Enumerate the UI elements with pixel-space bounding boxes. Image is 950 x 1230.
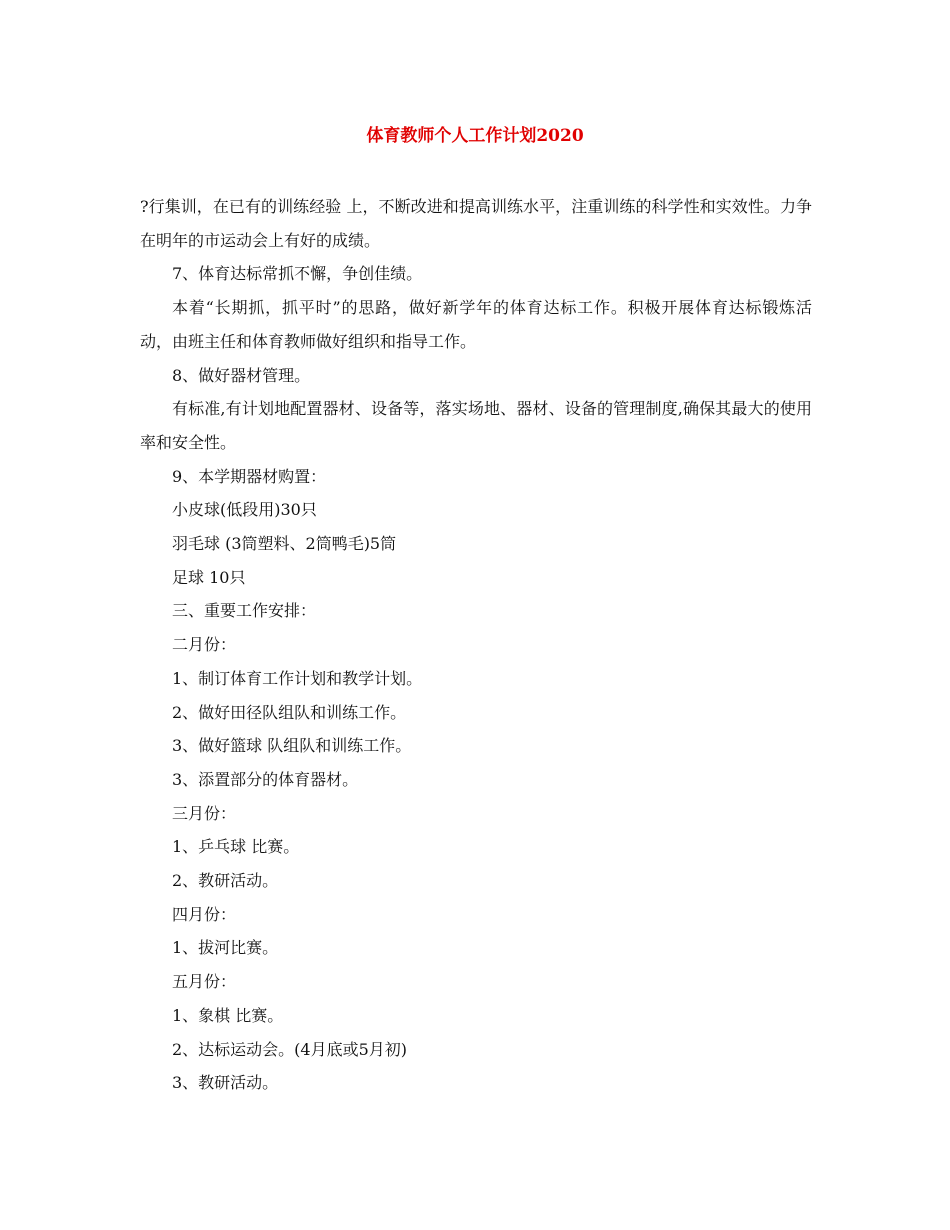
- paragraph: 四月份：: [172, 904, 237, 924]
- paragraph: 1、象棋 比赛。: [172, 1005, 284, 1025]
- paragraph: 3、教研活动。: [172, 1073, 279, 1093]
- paragraph: 9、本学期器材购置：: [172, 466, 327, 486]
- paragraph: ?行集训，在已有的训练经验 上，不断改进和提高训练水平，注重训练的科学性和实效性。力争在明年的市运动会上有好的成绩。: [140, 197, 812, 250]
- paragraph: 7、体育达标常抓不懈，争创佳绩。: [172, 264, 423, 284]
- paragraph: 8、做好器材管理。: [172, 365, 311, 385]
- paragraph: 2、教研活动。: [172, 871, 279, 891]
- paragraph: 五月份：: [172, 972, 237, 992]
- paragraph: 羽毛球 (3筒塑料、2筒鸭毛)5筒: [172, 534, 397, 554]
- paragraph: 2、做好田径队组队和训练工作。: [172, 702, 407, 722]
- paragraph: 足球 10只: [172, 567, 246, 587]
- paragraph: 三、重要工作安排：: [172, 601, 317, 621]
- paragraph: 1、拔河比赛。: [172, 938, 279, 958]
- paragraph: 三月份：: [172, 803, 237, 823]
- paragraph: 2、达标运动会。(4月底或5月初): [172, 1039, 408, 1059]
- document-body: [140, 190, 812, 1100]
- document-title: 体育教师个人工作计划2020: [366, 126, 584, 146]
- paragraph: 3、做好篮球 队组队和训练工作。: [172, 736, 412, 756]
- paragraph: 1、乒乓球 比赛。: [172, 837, 300, 857]
- paragraph: 有标准,有计划地配置器材、设备等，落实场地、器材、设备的管理制度,确保其最大的使用率和安全性。: [140, 399, 812, 452]
- paragraph: 小皮球(低段用)30只: [172, 500, 317, 520]
- paragraph: 本着“长期抓，抓平时”的思路，做好新学年的体育达标工作。积极开展体育达标锻炼活动，由班主任和体育教师做好组织和指导工作。: [140, 298, 812, 351]
- paragraph: 1、制订体育工作计划和教学计划。: [172, 668, 423, 688]
- paragraph: 二月份：: [172, 635, 237, 655]
- paragraph: 3、添置部分的体育器材。: [172, 769, 359, 789]
